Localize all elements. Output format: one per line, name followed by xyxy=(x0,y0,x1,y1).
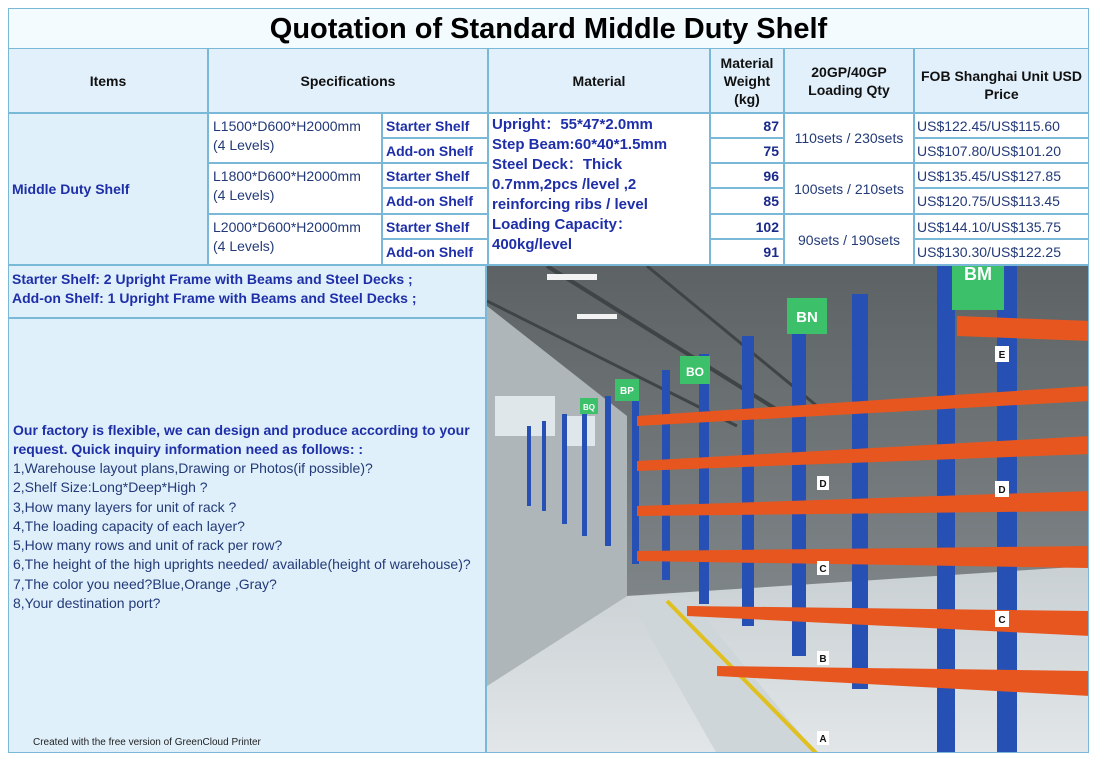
header-specifications: Specifications xyxy=(208,48,488,113)
price-cell: US$120.75/US$113.45 xyxy=(914,188,1089,214)
loading-qty: 110sets / 230sets xyxy=(784,113,914,163)
header-loading-qty: 20GP/40GP Loading Qty xyxy=(784,48,914,113)
header-weight: Material Weight (kg) xyxy=(710,48,784,113)
inquiry-heading: Our factory is flexible, we can design and produce according to your request. Quick inquiry information need as follows: : xyxy=(13,422,470,457)
inquiry-item: 1,Warehouse layout plans,Drawing or Photos(if possible)? xyxy=(13,460,373,476)
note-addon: Add-on Shelf: 1 Upright Frame with Beams and Steel Decks ; xyxy=(12,290,417,306)
price-cell: US$130.30/US$122.25 xyxy=(914,239,1089,265)
inquiry-info xyxy=(8,318,486,753)
weight-cell: 85 xyxy=(710,188,784,214)
weight-cell: 87 xyxy=(710,113,784,138)
note-starter: Starter Shelf: 2 Upright Frame with Beams and Steel Decks ; xyxy=(12,271,413,287)
inquiry-item: 5,How many rows and unit of rack per row? xyxy=(13,537,283,554)
inquiry-item: 7,The color you need?Blue,Orange ,Gray? xyxy=(13,575,277,592)
inquiry-item: 8,Your destination port? xyxy=(13,595,161,612)
material-description xyxy=(488,113,710,265)
shelf-notes xyxy=(8,265,486,318)
addon-label: Add-on Shelf xyxy=(382,188,488,214)
spec-size: L2000*D600*H2000mm xyxy=(213,219,361,235)
spec-row-2 xyxy=(208,163,382,214)
inquiry-item: 6,The height of the high uprights needed/ available(height of warehouse)? xyxy=(13,556,471,573)
level-letter: B xyxy=(819,654,827,665)
aisle-label: BQ xyxy=(583,403,595,412)
level-letter: E xyxy=(998,350,1006,361)
header-material: Material xyxy=(488,48,710,113)
weight-cell: 102 xyxy=(710,214,784,239)
aisle-label: BP xyxy=(620,386,634,397)
addon-label: Add-on Shelf xyxy=(382,239,488,265)
material-upright: Upright：55*47*2.0mm xyxy=(492,116,653,133)
header-items: Items xyxy=(8,48,208,113)
price-cell: US$107.80/US$101.20 xyxy=(914,138,1089,163)
spec-levels: (4 Levels) xyxy=(213,238,275,254)
addon-label: Add-on Shelf xyxy=(382,138,488,163)
loading-qty: 100sets / 210sets xyxy=(784,163,914,214)
aisle-label: BN xyxy=(796,309,818,326)
material-loading-capacity: Loading Capacity：400kg/level xyxy=(492,216,633,253)
aisle-label: BO xyxy=(686,365,704,379)
footer-credit: Created with the free version of GreenCloud Printer xyxy=(33,737,261,748)
page-title: Quotation of Standard Middle Duty Shelf xyxy=(8,8,1089,50)
price-cell: US$135.45/US$127.85 xyxy=(914,163,1089,188)
spec-size: L1500*D600*H2000mm xyxy=(213,118,361,134)
starter-label: Starter Shelf xyxy=(382,214,488,239)
weight-cell: 75 xyxy=(710,138,784,163)
loading-qty: 90sets / 190sets xyxy=(784,214,914,265)
weight-cell: 96 xyxy=(710,163,784,188)
level-letter: D xyxy=(998,485,1006,496)
starter-label: Starter Shelf xyxy=(382,163,488,188)
price-cell: US$144.10/US$135.75 xyxy=(914,214,1089,239)
spec-row-1 xyxy=(208,113,382,163)
starter-label: Starter Shelf xyxy=(382,113,488,138)
item-name: Middle Duty Shelf xyxy=(8,113,208,265)
material-step-beam: Step Beam:60*40*1.5mm xyxy=(492,136,668,153)
material-steel-deck: Steel Deck：Thick 0.7mm,2pcs /level ,2 reinforcing ribs / level xyxy=(492,156,648,213)
spec-row-3 xyxy=(208,214,382,265)
quotation-sheet xyxy=(6,6,1091,756)
price-cell: US$122.45/US$115.60 xyxy=(914,113,1089,138)
inquiry-item: 3,How many layers for unit of rack ? xyxy=(13,498,237,515)
spec-levels: (4 Levels) xyxy=(213,187,275,203)
level-letter: C xyxy=(998,615,1006,626)
warehouse-shelving-photo xyxy=(486,265,1089,753)
level-letter: D xyxy=(819,479,827,490)
weight-cell: 91 xyxy=(710,239,784,265)
inquiry-item: 2,Shelf Size:Long*Deep*High ? xyxy=(13,479,208,496)
inquiry-item: 4,The loading capacity of each layer? xyxy=(13,517,245,534)
spec-levels: (4 Levels) xyxy=(213,137,275,153)
spec-size: L1800*D600*H2000mm xyxy=(213,168,361,184)
aisle-label: BM xyxy=(964,266,992,284)
level-letter: A xyxy=(819,734,827,745)
header-price: FOB Shanghai Unit USD Price xyxy=(914,48,1089,113)
level-letter: C xyxy=(819,564,827,575)
